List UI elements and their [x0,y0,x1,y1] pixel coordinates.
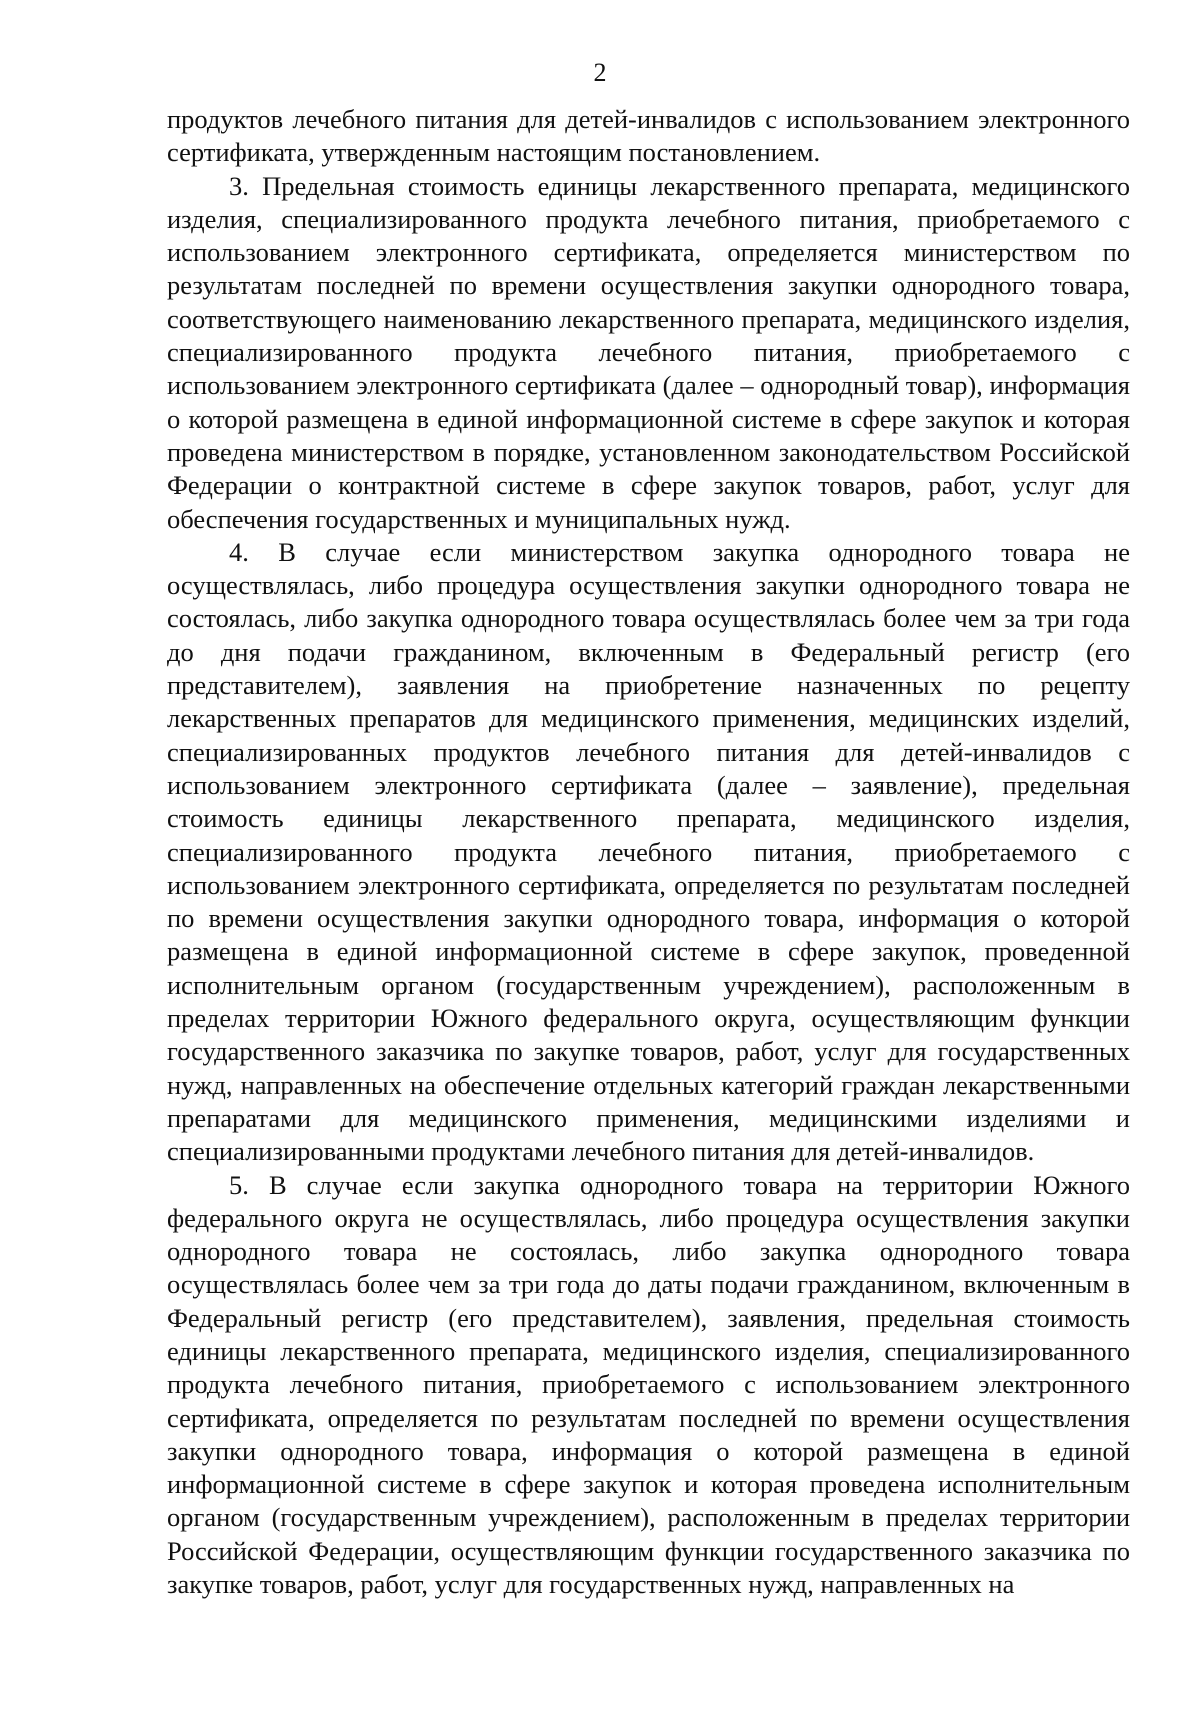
paragraph-clause-4: 4. В случае если министерством закупка однородного товара не осуществлялась, либо процедура осуществления закупки однородного товара не состоялась, либо закупка однородного товара осуществлялась более чем за три года до дня подачи гражданином, включенным в Федеральный регистр (его представителем), заявления на приобретение назначенных по рецепту лекарственных препаратов для медицинского применения, медицинских изделий, специализированных продуктов лечебного питания для детей-инвалидов с использованием электронного сертификата (далее – заявление), предельная стоимость единицы лекарственного препарата, медицинского изделия, специализированного продукта лечебного питания, приобретаемого с использованием электронного сертификата, определяется по результатам последней по времени осуществления закупки однородного товара, информация о которой размещена в единой информационной системе в сфере закупок, проведенной исполнительным органом (государственным учреждением), расположенным в пределах территории Южного федерального округа, осуществляющим функции государственного заказчика по закупке товаров, работ, услуг для государственных нужд, направленных на обеспечение отдельных категорий граждан лекарственными препаратами для медицинского применения, медицинскими изделиями и специализированными продуктами лечебного питания для детей-инвалидов. [167,536,1130,1167]
paragraph-clause-3: 3. Предельная стоимость единицы лекарственного препарата, медицинского изделия, специализированного продукта лечебного питания, приобретаемого с использованием электронного сертификата, определяется министерством по результатам последней по времени осуществления закупки однородного товара, соответствующего наименованию лекарственного препарата, медицинского изделия, специализированного продукта лечебного питания, приобретаемого с использованием электронного сертификата (далее – однородный товар), информация о которой размещена в единой информационной системе в сфере закупок и которая проведена министерством в порядке, установленном законодательством Российской Федерации о контрактной системе в сфере закупок товаров, работ, услуг для обеспечения государственных и муниципальных нужд. [167,170,1130,534]
paragraph-clause-5: 5. В случае если закупка однородного товара на территории Южного федерального округа не осуществлялась, либо процедура осуществления закупки однородного товара не состоялась, либо закупка однородного товара осуществлялась более чем за три года до даты подачи гражданином, включенным в Федеральный регистр (его представителем), заявления, предельная стоимость единицы лекарственного препарата, медицинского изделия, специализированного продукта лечебного питания, приобретаемого с использованием электронного сертификата, определяется по результатам последней по времени осуществления закупки однородного товара, информация о которой размещена в единой информационной системе в сфере закупок и которая проведена исполнительным органом (государственным учреждением), расположенным в пределах территории Российской Федерации, осуществляющим функции государственного заказчика по закупке товаров, работ, услуг для государственных нужд, направленных на [167,1169,1130,1600]
page-number: 2 [593,58,607,87]
document-body [167,103,1130,1601]
paragraph-continuation: продуктов лечебного питания для детей-инвалидов с использованием электронного сертификата, утвержденным настоящим постановлением. [167,104,1130,168]
